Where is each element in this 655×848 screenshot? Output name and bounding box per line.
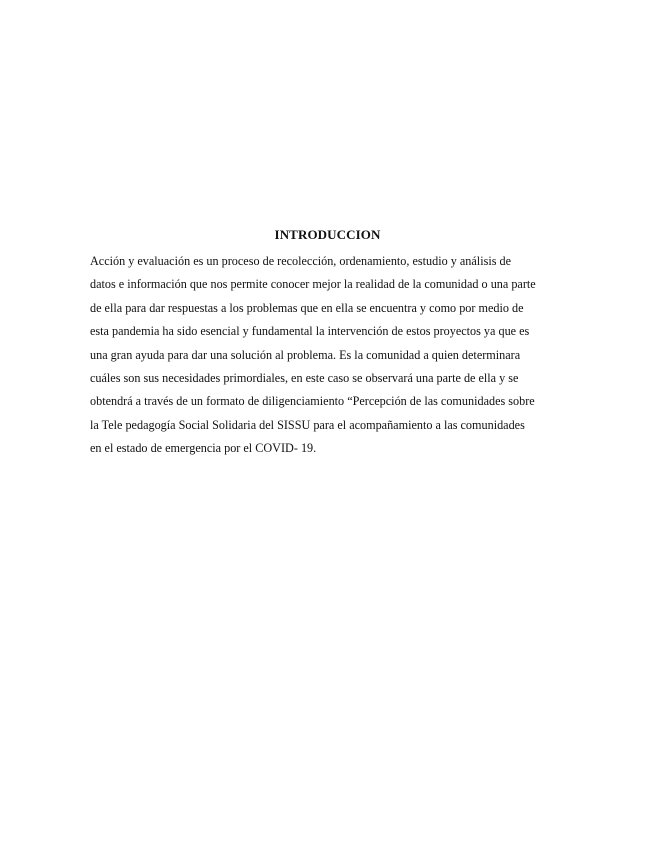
paragraph-line: en el estado de emergencia por el COVID- 19.: [90, 441, 317, 456]
paragraph-line: Acción y evaluación es un proceso de recolección, ordenamiento, estudio y análisis de: [90, 254, 511, 268]
document-title: INTRODUCCION: [274, 227, 381, 242]
paragraph-line: de ella para dar respuestas a los problemas que en ella se encuentra y como por medio de: [90, 300, 524, 315]
paragraph-line: una gran ayuda para dar una solución al problema. Es la comunidad a quien determinara: [90, 347, 521, 362]
introduction-paragraph: [90, 250, 570, 461]
paragraph-line: datos e información que nos permite conocer mejor la realidad de la comunidad o una parte: [90, 277, 536, 292]
paragraph-line: la Tele pedagogía Social Solidaria del SISSU para el acompañamiento a las comunidades: [90, 417, 525, 432]
paragraph-line: esta pandemia ha sido esencial y fundamental la intervención de estos proyectos ya que es: [90, 324, 530, 339]
paragraph-line: cuáles son sus necesidades primordiales, en este caso se observará una parte de ella y se: [90, 371, 519, 386]
paragraph-line: obtendrá a través de un formato de diligenciamiento “Percepción de las comunidades sobre: [90, 394, 535, 409]
